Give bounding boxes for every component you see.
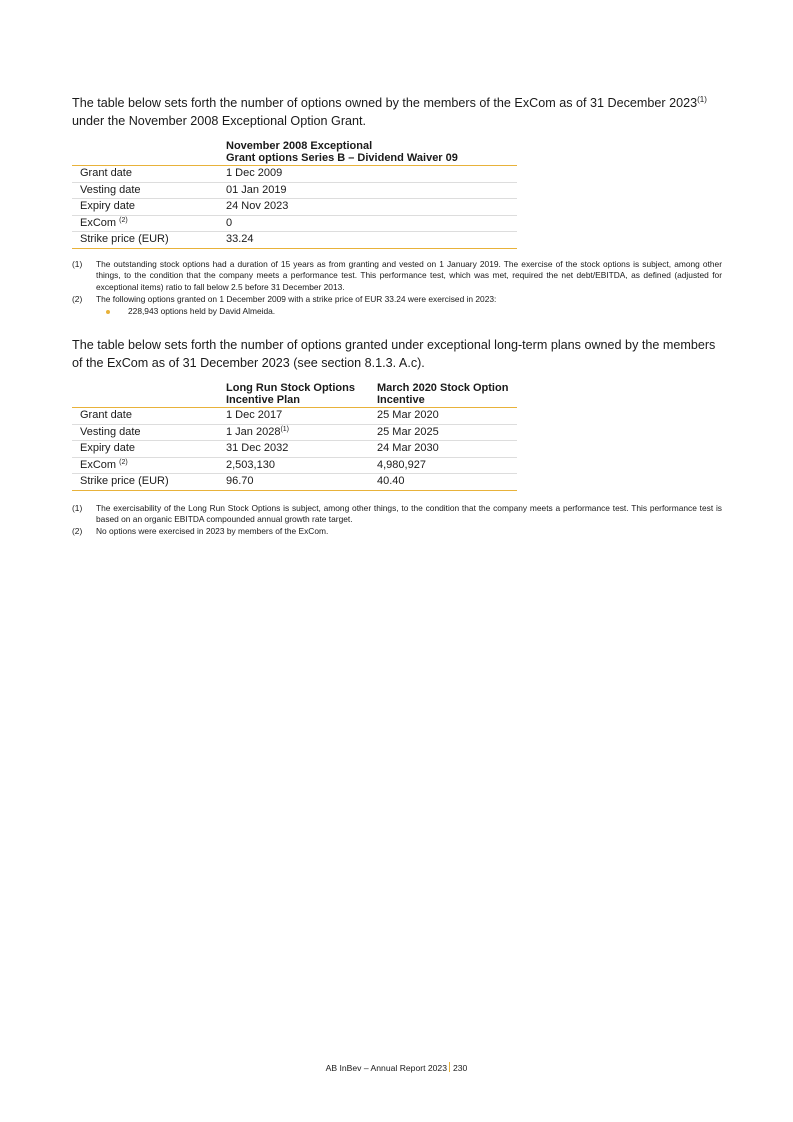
row-label: ExCom $^{(2)}$ (72, 457, 222, 474)
row-label: Grant date (72, 408, 222, 425)
column-header-long-run: Long Run Stock Options Incentive Plan (222, 382, 373, 408)
row-value: 24 Nov 2023 (222, 199, 517, 216)
row-label: Expiry date (72, 199, 222, 216)
table-row (72, 182, 517, 199)
row-value: 40.40 (373, 474, 517, 491)
options-table-2008 (72, 140, 517, 249)
column-header-series-b: November 2008 Exceptional Grant options Series B – Dividend Waiver 09 (222, 140, 517, 166)
row-value: 96.70 (222, 474, 373, 491)
table-row (72, 424, 517, 441)
row-value: 4,980,927 (373, 457, 517, 474)
page-number: 230 (453, 1063, 468, 1073)
bullet-dot-icon (106, 310, 110, 314)
table-row (72, 199, 517, 216)
options-table-long-term (72, 382, 517, 491)
row-value: 25 Mar 2025 (373, 424, 517, 441)
row-label: Vesting date (72, 182, 222, 199)
table-row (72, 215, 517, 232)
row-value: 1 Dec 2009 (222, 166, 517, 183)
table-row (72, 166, 517, 183)
footer-divider (449, 1062, 450, 1072)
footnote: (1) The outstanding stock options had a duration of 15 years as from granting and vested on 1 January 2019. The exercise of the stock options is subject, among other things, to the condition that the company meets a performance test. This performance test, which was met, required the net debt/EBITDA, as defined (adjusted for exceptional items) ratio to fall below 2.5 before 31 December 2013. (72, 258, 722, 293)
table-row (72, 408, 517, 425)
footnote: (2) The following options granted on 1 December 2009 with a strike price of EUR 33.24 were exercised in 2023: (72, 294, 497, 305)
intro-paragraph-2: The table below sets forth the number of options granted under exceptional long-term plans owned by the members of the ExCom as of 31 December 2023 (see section 8.1.3. A.c). (72, 338, 716, 371)
bullet-list (72, 306, 722, 318)
row-label: Strike price (EUR) (72, 232, 222, 249)
row-value: 25 Mar 2020 (373, 408, 517, 425)
row-value: 33.24 (222, 232, 517, 249)
row-value: 01 Jan 2019 (222, 182, 517, 199)
footnotes-2 (72, 503, 722, 539)
footer-text: AB InBev – Annual Report 2023 (325, 1063, 447, 1073)
row-label: Strike price (EUR) (72, 474, 222, 491)
footnote: (1) The exercisability of the Long Run Stock Options is subject, among other things, to the condition that the company meets a performance test. This performance test is based on an organic EBITDA compounded annual growth rate target. (72, 502, 722, 525)
header-blank (72, 382, 222, 408)
row-value: 31 Dec 2032 (222, 441, 373, 458)
row-value: 24 Mar 2030 (373, 441, 517, 458)
table-row (72, 474, 517, 491)
footnote: (2) No options were exercised in 2023 by members of the ExCom. (72, 526, 329, 537)
row-value: 2,503,130 (222, 457, 373, 474)
row-value: 1 Dec 2017 (222, 408, 373, 425)
row-value: 0 (222, 215, 517, 232)
row-label: Grant date (72, 166, 222, 183)
bullet-item: 228,943 options held by David Almeida. (72, 306, 722, 318)
page-footer (0, 1062, 793, 1073)
page-content (72, 94, 722, 538)
table-row (72, 441, 517, 458)
row-label: Vesting date (72, 424, 222, 441)
table-row (72, 232, 517, 249)
column-header-march-2020: March 2020 Stock Option Incentive (373, 382, 517, 408)
intro-paragraph-1: The table below sets forth the number of options owned by the members of the ExCom as of 31 December 2023$^{(1)}$ under the November 2008 Exceptional Option Grant. (72, 95, 707, 128)
footnote-ref: (1) (697, 95, 707, 104)
table-row (72, 457, 517, 474)
row-label: Expiry date (72, 441, 222, 458)
footnotes-1 (72, 259, 722, 307)
header-blank (72, 140, 222, 166)
row-value: 1 Jan 2028$^{(1)}$ (222, 424, 373, 441)
row-label: ExCom $^{(2)}$ (72, 215, 222, 232)
